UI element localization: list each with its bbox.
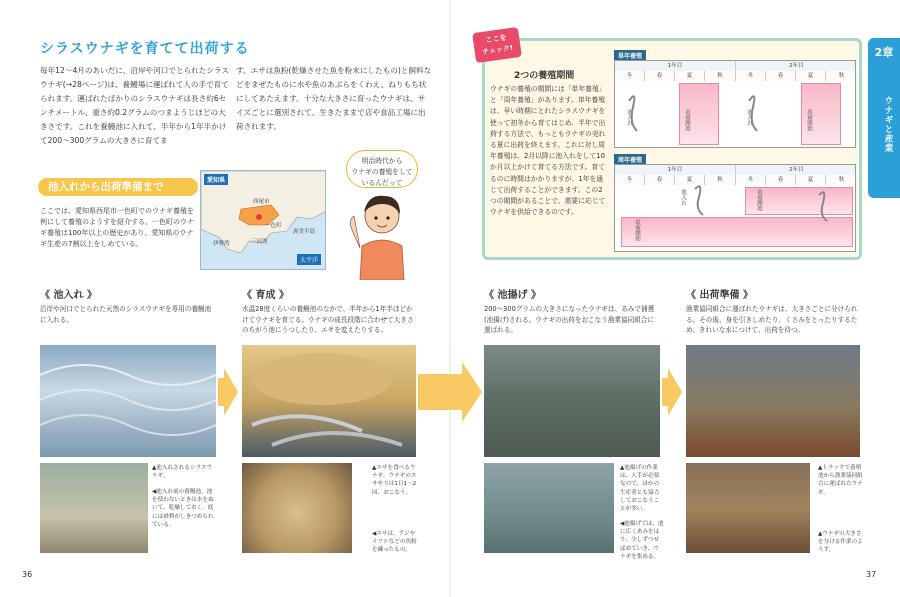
annual-panel — [614, 164, 856, 252]
season-cell: 冬 — [736, 71, 766, 81]
caption-shukka-2: ▲ウナギの大きさを分ける作業のようす。 — [818, 531, 863, 554]
season-cell: 夏 — [675, 71, 705, 81]
photo-sorting-work — [686, 463, 810, 553]
page-title: シラスウナギを育てて出荷する — [40, 41, 250, 57]
photo-netting — [484, 345, 660, 457]
season-cell: 夏 — [796, 175, 826, 185]
single-year-label: 単年養殖 — [614, 50, 646, 61]
page-gutter — [449, 0, 451, 597]
caption-ikeire-2: ◀池入れ前の養鰻池。池を使わないときは水をぬいて、乾燥しておく。底には砂利がしきつめられている。 — [152, 489, 214, 528]
ikeire-label: 池入れ — [626, 109, 632, 126]
season-cell: 秋 — [838, 73, 845, 79]
eel-icons — [615, 61, 857, 149]
photo-glass-eels — [40, 345, 216, 457]
character-illustration — [346, 190, 416, 280]
year1-label: 1年目 — [615, 165, 736, 175]
season-cell: 春 — [645, 175, 675, 185]
season-cell: 春 — [766, 175, 796, 185]
season-cell: 冬 — [615, 71, 645, 81]
photo-pond-net — [484, 463, 614, 553]
season-cell: 秋 — [705, 175, 736, 185]
page-number-left: 36 — [22, 570, 33, 579]
period-diagram — [614, 50, 856, 250]
boy-icon — [346, 190, 416, 280]
chapter-number: 2章 — [874, 46, 894, 59]
season-cell: 秋 — [838, 177, 845, 183]
step-text-ikeage: 200〜300グラムの大きさになったウナギは、あみで捕獲(池揚げ)される。ウナギの出荷をおこなう漁業協同組合に運ばれる。 — [484, 305, 655, 334]
chapter-name: ウナギと産業 — [883, 96, 893, 153]
speech-text: 明治時代から ウナギの養殖をして いるんだって — [351, 157, 413, 187]
annual-label: 周年養殖 — [614, 154, 646, 165]
map-label-isshiki: 一色町 — [265, 223, 282, 229]
check-badge-text: ここを チェック! — [481, 33, 514, 57]
intro-text-col1: 毎年12〜4月のあいだに、沿岸や河口でとられたシラスウナギ(→28ページ)は、養鰻場に運ばれて人の手で育てられます。運ばれたばかりのシラスウナギは長さ約6センチメートル、重さ約0.2グラムのつまようじほどの大きさです。これを養鰻池に入れて、半年から1年半かけて200〜300グラムの大きさに育てま — [40, 66, 229, 145]
map-sea-label: 太平洋 — [297, 254, 321, 265]
map-label-mikawawan: 三河湾 — [251, 239, 268, 245]
intro-text-col2: す。エサは魚粉(乾燥させた魚を粉末にしたもの)と飼料などをまぜたものに水や魚のあぶらをくわえ、ねりもち状にしてあたえます。十分な大きさに育ったウナギは、サイズごとに選別されて、生きたままで店や食品工場に出荷されます。 — [236, 66, 432, 131]
shukka-label: 出荷開始 — [806, 109, 812, 131]
map-tag: 愛知県 — [204, 174, 228, 185]
shukka-label: 出荷開始 — [634, 219, 640, 241]
ikeire-label: 池入れ — [680, 189, 686, 206]
year1-label: 1年目 — [615, 61, 736, 71]
photo-eels-feeding — [242, 345, 416, 457]
eel-feeding-icon — [242, 345, 416, 457]
photo-feed-bowl — [242, 463, 352, 553]
map-label-isewan: 伊勢湾 — [213, 241, 230, 247]
shukka-label: 出荷開始 — [756, 189, 762, 211]
map-label-atsumi: 渥美半島 — [293, 229, 316, 235]
step-title-ikusei: 《 育成 》 — [242, 290, 289, 301]
season-cell: 夏 — [675, 175, 705, 185]
season-cell: 春 — [645, 71, 675, 81]
caption-ikeage-1: ▲池揚げの作業は、人手が必要なので、ほかの生産者とも協力しておこなうことが多い。 — [620, 465, 660, 513]
arrow-right-icon — [218, 368, 238, 416]
step-text-ikeire: 沿岸や河口でとられた天然のシラスウナギを専用の養鰻池に入れる。 — [40, 305, 212, 324]
step-title-ikeage: 《 池揚げ 》 — [484, 290, 541, 301]
season-cell: 夏 — [796, 71, 826, 81]
caption-shukka-1: ▲トラックで養殖池から漁業協同組合に運ばれたウナギ。 — [818, 465, 863, 496]
step-title-ikeire: 《 池入れ 》 — [40, 290, 97, 301]
photo-sorting-facility — [686, 345, 860, 457]
page-number-right: 37 — [866, 570, 877, 579]
season-cell: 冬 — [736, 175, 766, 185]
map-label-nishio: 西尾市 — [253, 199, 270, 205]
check-text: ウナギの養殖の期間には「単年養殖」と「周年養殖」があります。単年養殖は、早い時期にとれたシラスウナギを使って初冬から育てはじめ、半年で出荷する方法で、もっともウナギの売れる夏に出荷を終えます。これに対し周年養殖は、2月以降に池入れをして10か月以上かけて育てる方法です。育てるのに時間はかかりますが、1年を通じて出荷することができます。この2つの期間があることで、需要に応じてウナギを供給できるのです。 — [490, 85, 606, 217]
section-heading: 池入れから出荷準備まで — [38, 178, 198, 196]
step-title-shukka: 《 出荷準備 》 — [686, 290, 753, 301]
check-badge — [472, 27, 522, 63]
season-cell: 冬 — [615, 175, 645, 185]
ikeire-label: 池入れ — [746, 109, 752, 126]
caption-ikusei-1: ▲エサを食べるウナギ。ウナギのエサやりは1日1〜2回、おこなう。 — [372, 465, 417, 496]
caption-ikeage-2: ◀池揚げでは、池に広くあみをはり、少しずつせばめていき、ウナギを集める。 — [620, 521, 664, 560]
caption-ikusei-2: ◀エサは、アジやイワシなどの魚粉を練ったもの。 — [372, 531, 417, 554]
step-text-shukka: 漁業協同組合に運ばれたウナギは、大きさごとに分けられる。その後、身を引きしめたり、くさみをとったりするため、きれいな水につけて、出荷を待つ。 — [686, 305, 858, 334]
shukka-label: 出荷開始 — [684, 109, 690, 131]
check-title: 2つの養殖期間 — [514, 71, 575, 81]
eel-swarm-icon — [40, 345, 216, 457]
season-cell: 春 — [766, 71, 796, 81]
eel-icons — [615, 165, 857, 253]
single-year-panel — [614, 60, 856, 148]
photo-empty-pond — [40, 463, 148, 553]
arrow-right-icon — [662, 368, 682, 416]
caption-ikeire-1: ▲池入れされるシラスウナギ。 — [152, 465, 213, 480]
speech-bubble — [346, 150, 418, 188]
section-lead-text: ここでは、愛知県西尾市一色町でのウナギ養殖を例にして養殖のようすを紹介する。一色町のウナギ養殖は100年以上の歴史があり、愛知県のウナギ生産の7割以上をしめている。 — [40, 207, 194, 248]
season-cell: 秋 — [705, 71, 736, 81]
chapter-tab[interactable] — [868, 38, 900, 198]
year2-label: 2年目 — [789, 167, 804, 173]
step-text-ikusei: 水温28度くらいの養鰻池のなかで、半年から1年半ほどかけてウナギを育てる。ウナギの成長段階に合わせて大きさのちがう池にうつしたり、エサを変えたりする。 — [242, 305, 414, 334]
aichi-map — [200, 170, 326, 270]
year2-label: 2年目 — [789, 63, 804, 69]
